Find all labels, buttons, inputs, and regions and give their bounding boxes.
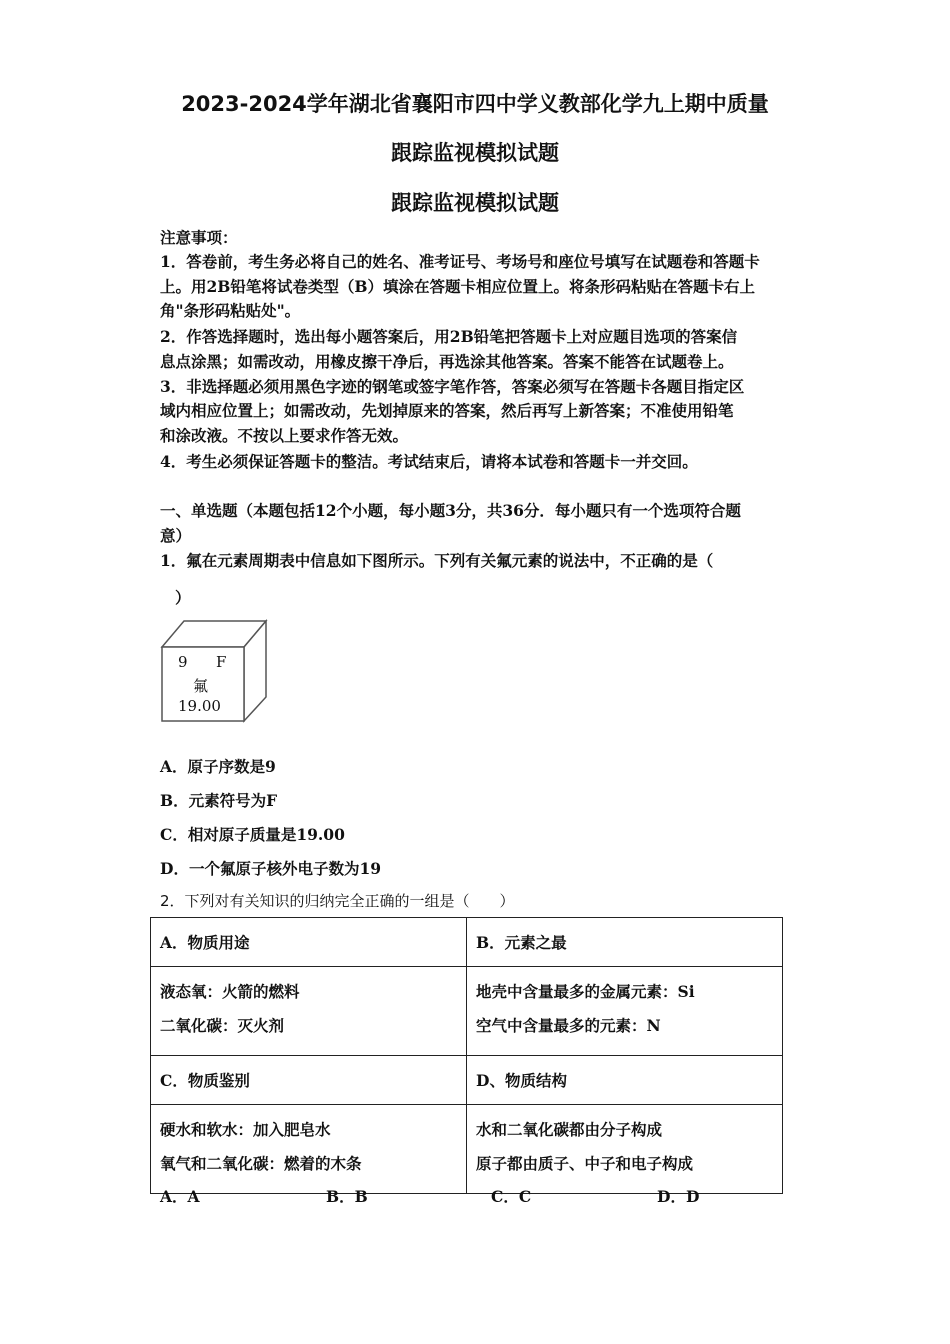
q2-cell-b-body: [467, 967, 783, 1056]
q1-option-d: D．一个氟原子核外电子数为19: [160, 859, 382, 878]
title-line-1: 2023-2024学年湖北省襄阳市四中学义教部化学九上期中质量: [181, 92, 769, 116]
notice-heading: 注意事项：: [160, 228, 238, 247]
q2-answer-c: C．C: [491, 1187, 532, 1206]
notice-line: 角"条形码粘贴处"。: [160, 301, 301, 320]
q2-a-line-1: 液态氧：火箭的燃料: [160, 982, 300, 1001]
notice-line: 域内相应位置上；如需改动，先划掉原来的答案，然后再写上新答案；不准使用铅笔: [160, 401, 734, 420]
title-line-2: 跟踪监视模拟试题: [391, 141, 559, 165]
q2-c-line-2: 氧气和二氧化碳：燃着的木条: [160, 1154, 362, 1173]
q2-cell-a-head: A．物质用途: [151, 918, 467, 967]
notice-line: 1．答卷前，考生务必将自己的姓名、准考证号、考场号和座位号填写在试题卷和答题卡: [160, 252, 760, 271]
q2-answer-d: D．D: [657, 1187, 700, 1206]
q1-stem: 1．氟在元素周期表中信息如下图所示。下列有关氟元素的说法中，不正确的是（: [160, 551, 714, 570]
q2-answer-a: A．A: [160, 1187, 200, 1206]
notice-line: 4．考生必须保证答题卡的整洁。考试结束后，请将本试卷和答题卡一并交回。: [160, 452, 698, 471]
section-heading: 一、单选题（本题包括12个小题，每小题3分，共36分．每小题只有一个选项符合题: [160, 501, 741, 520]
q2-cell-a-body: [151, 967, 467, 1056]
notice-line: 和涂改液。不按以上要求作答无效。: [160, 426, 409, 445]
title-line-3: 跟踪监视模拟试题: [391, 191, 559, 215]
q2-d-line-2: 原子都由质子、中子和电子构成: [476, 1154, 694, 1173]
q1-option-c: C．相对原子质量是19.00: [160, 825, 345, 844]
q2-b-line-1: 地壳中含量最多的金属元素：Si: [476, 982, 695, 1001]
q2-cell-d-body: [467, 1105, 783, 1194]
notice-line: 上。用2B铅笔将试卷类型（B）填涂在答题卡相应位置上。将条形码粘贴在答题卡右上: [160, 277, 755, 296]
notice-line: 3．非选择题必须用黑色字迹的钢笔或签字笔作答，答案必须写在答题卡各题目指定区: [160, 377, 745, 396]
element-mass: 19.00: [178, 697, 221, 715]
q1-option-b: B．元素符号为F: [160, 791, 278, 810]
q2-a-line-2: 二氧化碳：灭火剂: [160, 1016, 285, 1035]
q1-option-a: A．原子序数是9: [160, 757, 276, 776]
element-number: 9: [178, 653, 188, 671]
q2-cell-b-head: B．元素之最: [467, 918, 783, 967]
section-heading-cont: 意）: [160, 526, 192, 545]
notice-line: 2．作答选择题时，选出每小题答案后，用2B铅笔把答题卡上对应题目选项的答案信: [160, 327, 738, 346]
q2-cell-c-head: C．物质鉴别: [151, 1056, 467, 1105]
element-name: 氟: [193, 677, 209, 695]
q2-stem: 2．下列对有关知识的归纳完全正确的一组是（ ）: [160, 892, 515, 910]
q2-table: [150, 917, 783, 1194]
q2-b-line-2: 空气中含量最多的元素：N: [476, 1016, 661, 1035]
q1-stem-end: ）: [175, 588, 191, 607]
element-cell-fluorine: [160, 619, 270, 723]
q2-c-line-1: 硬水和软水：加入肥皂水: [160, 1120, 331, 1139]
q2-cell-d-head: D、物质结构: [467, 1056, 783, 1105]
notice-line: 息点涂黑；如需改动，用橡皮擦干净后，再选涂其他答案。答案不能答在试题卷上。: [160, 352, 734, 371]
q2-cell-c-body: [151, 1105, 467, 1194]
q2-d-line-1: 水和二氧化碳都由分子构成: [476, 1120, 663, 1139]
q2-answer-b: B．B: [326, 1187, 368, 1206]
element-symbol: F: [216, 653, 227, 671]
